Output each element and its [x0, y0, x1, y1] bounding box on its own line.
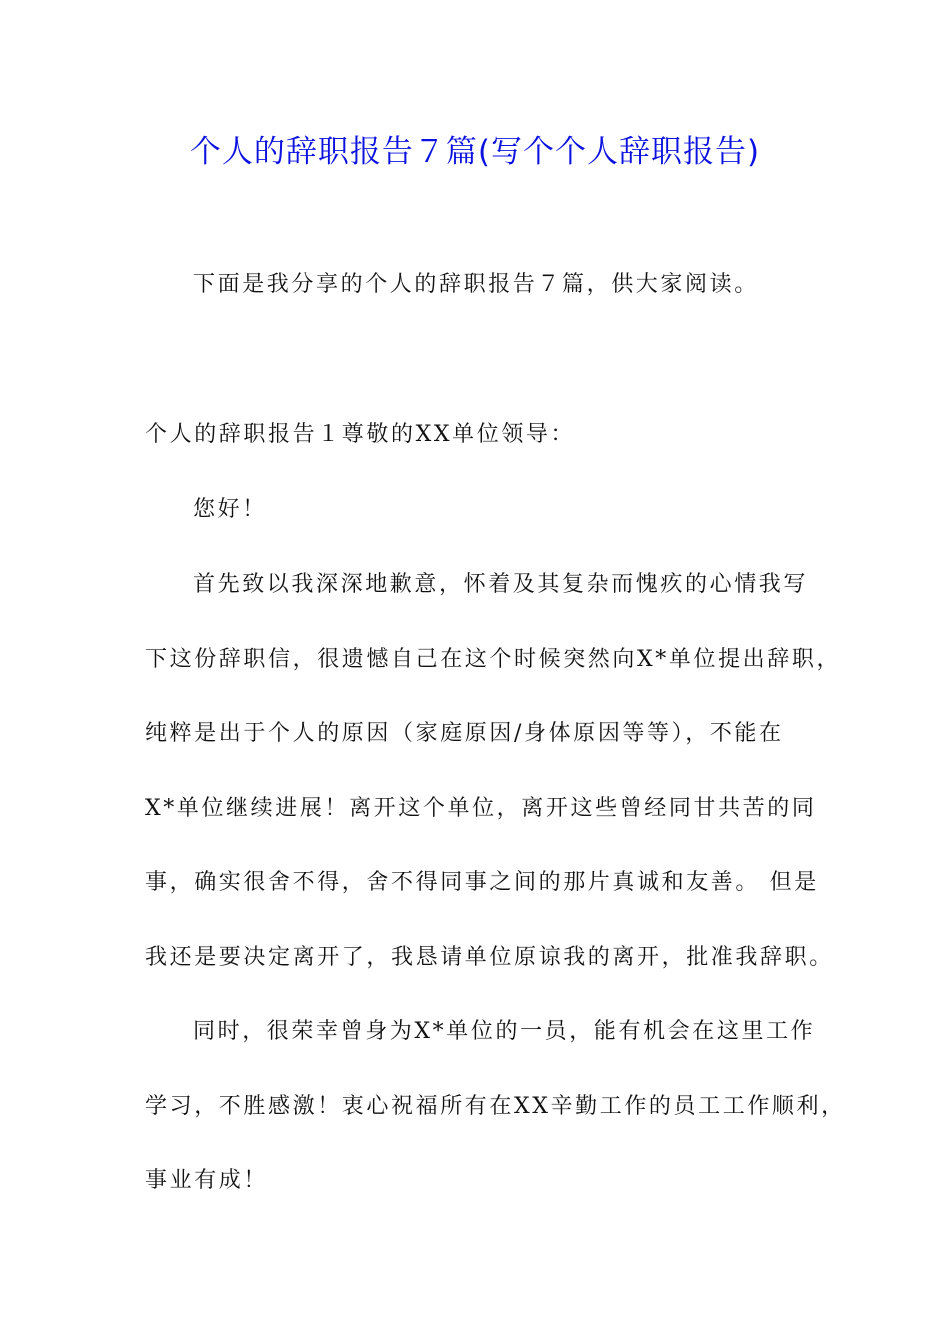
paragraph-1-line: 首先致以我深深地歉意，怀着及其复杂而愧疚的心情我写 — [193, 572, 809, 597]
paragraph-2-line: 同时，很荣幸曾身为X*单位的一员，能有机会在这里工作 — [193, 1019, 816, 1044]
paragraph-1-line: 我还是要决定离开了，我恳请单位原谅我的离开，批准我辞职。 — [145, 945, 834, 970]
paragraph-2-line: 学习，不胜感激！衷心祝福所有在XX辛勤工作的员工工作顺利， — [145, 1094, 846, 1119]
greeting: 您好！ — [193, 497, 267, 522]
paragraph-2-line: 事业有成！ — [145, 1168, 269, 1193]
paragraph-1-line: 纯粹是出于个人的原因（家庭原因/身体原因等等），不能在 — [145, 721, 784, 746]
paragraph-1-line: 事，确实很舍不得，舍不得同事之间的那片真诚和友善。 但是 — [145, 870, 819, 895]
paragraph-1-line: 下这份辞职信，很遗憾自己在这个时候突然向X*单位提出辞职， — [145, 647, 842, 672]
section-heading: 个人的辞职报告１尊敬的XX单位领导： — [145, 422, 576, 447]
intro-text: 下面是我分享的个人的辞职报告７篇，供大家阅读。 — [193, 272, 759, 297]
document-title: 个人的辞职报告７篇(写个个人辞职报告) — [189, 134, 761, 170]
paragraph-1-line: X*单位继续进展！离开这个单位，离开这些曾经同甘共苦的同 — [145, 796, 817, 821]
